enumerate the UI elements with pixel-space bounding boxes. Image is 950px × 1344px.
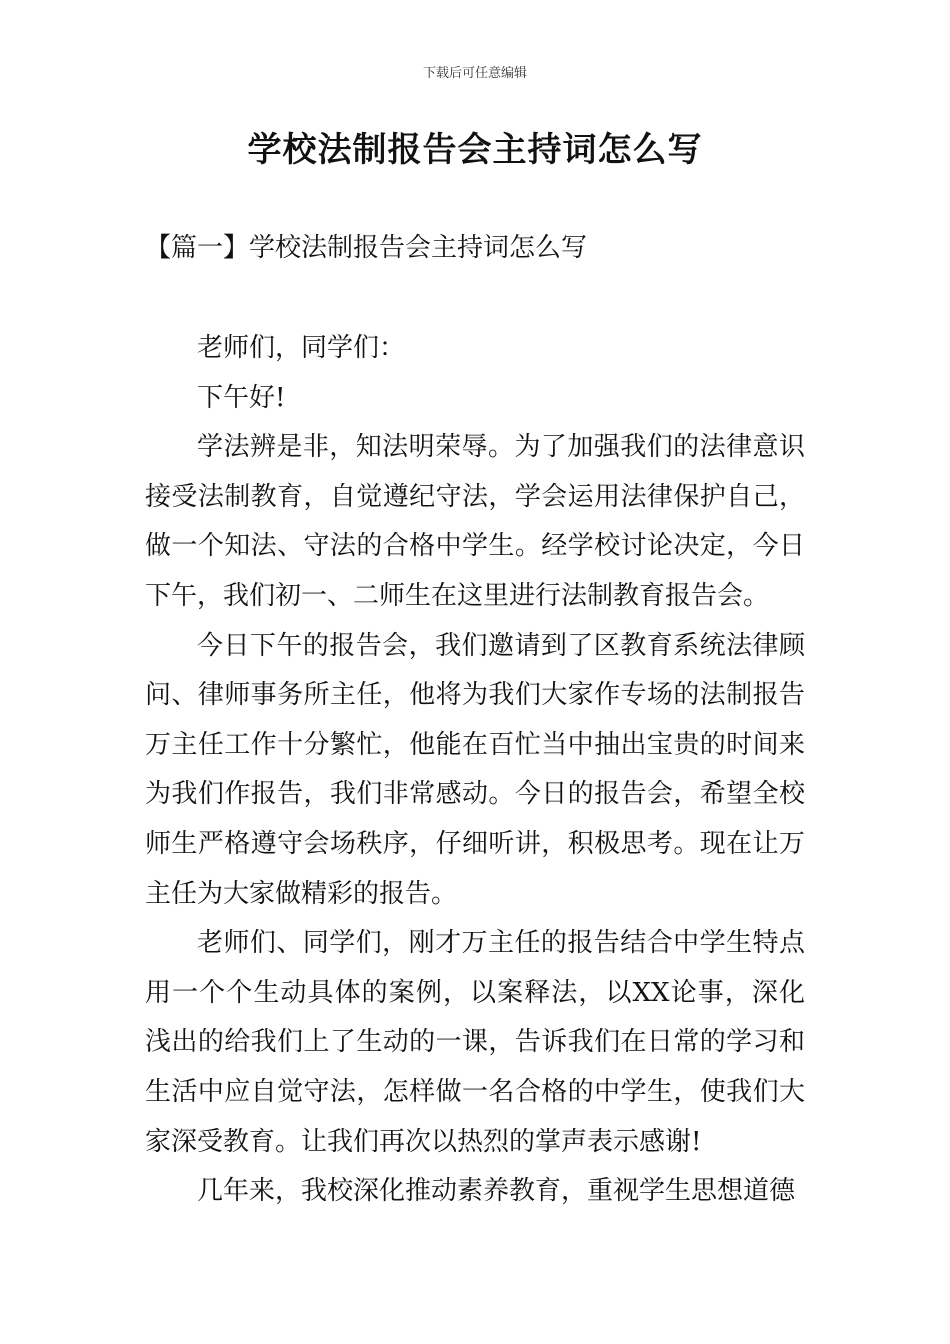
paragraph-thanks: 老师们、同学们，刚才万主任的报告结合中学生特点用一个个生动具体的案例，以案释法，以XX论事，深化浅出的给我们上了生动的一课，告诉我们在日常的学习和生活中应自觉守法，怎样做一名合格的中学生，使我们大家深受教育。让我们再次以热烈的掌声表示感谢! bbox=[145, 928, 805, 1157]
paragraph-school-summary: 几年来，我校深化推动素养教育，重视学生思想道德 bbox=[197, 1176, 796, 1207]
section-heading: 【篇一】学校法制报告会主持词怎么写 bbox=[145, 233, 588, 263]
paragraph-guest-intro: 今日下午的报告会，我们邀请到了区教育系统法律顾问、律师事务所主任，他将为我们大家作专场的法制报告万主任工作十分繁忙，他能在百忙当中抽出宝贵的时间来为我们作报告，我们非常感动。今日的报告会，希望全校师生严格遵守会场秩序，仔细听讲，积极思考。现在让万主任为大家做精彩的报告。 bbox=[145, 630, 805, 909]
paragraph-greeting: 老师们，同学们： bbox=[197, 333, 406, 363]
document-title: 学校法制报告会主持词怎么写 bbox=[247, 130, 703, 170]
header-note: 下载后可任意编辑 bbox=[422, 66, 527, 81]
paragraph-good-afternoon: 下午好! bbox=[197, 382, 286, 413]
paragraph-opening: 学法辨是非，知法明荣辱。为了加强我们的法律意识接受法制教育，自觉遵纪守法，学会运用法律保护自己，做一个知法、守法的合格中学生。经学校讨论决定，今日下午，我们初一、二师生在这里进行法制教育报告会。 bbox=[145, 432, 805, 611]
document-body bbox=[145, 324, 805, 1217]
